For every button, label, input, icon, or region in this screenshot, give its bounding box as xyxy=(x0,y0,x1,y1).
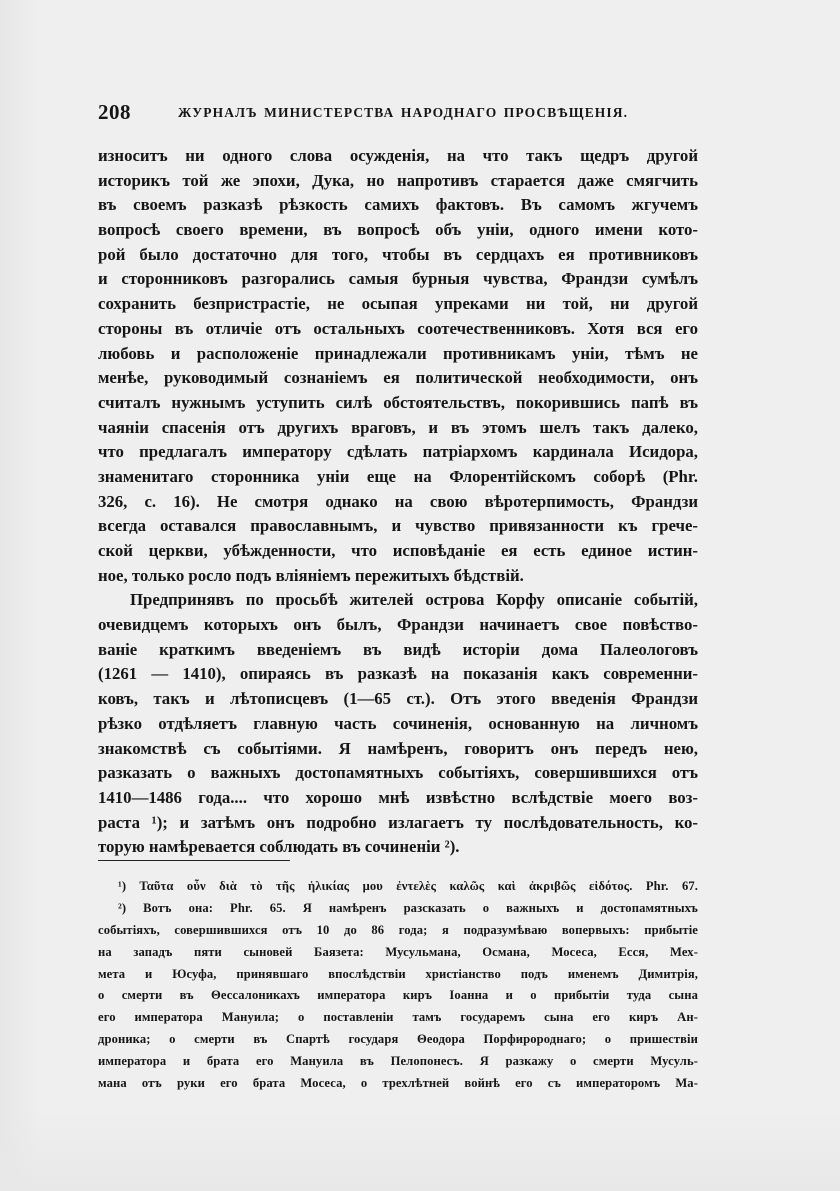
text-line: считалъ нужнымъ уступить силѣ обстоятельствъ, покорившись папѣ въ xyxy=(98,392,698,412)
text-line: всегда оставался православнымъ, и чувство привязанности къ грече- xyxy=(98,516,698,536)
text-line: любовь и расположеніе принадлежали противникамъ уніи, тѣмъ не xyxy=(98,343,698,363)
footnote-line: мана отъ руки его брата Мосеса, о трехлѣтней войнѣ его съ императоромъ Ма- xyxy=(98,1076,698,1091)
footnote-line: на западъ пяти сыновей Баязета: Мусульмана, Османа, Мосеса, Есся, Мех- xyxy=(98,944,698,959)
main-text xyxy=(98,144,698,860)
text-line: менѣе, руководимый сознаніемъ ея политической необходимости, онъ xyxy=(98,368,698,388)
footnote-line: о смерти въ Θессалоникахъ императора киръ Іоанна и о прибытіи туда сына xyxy=(98,988,698,1003)
footnote-line: событіяхъ, совершившихся отъ 10 до 86 года; я подразумѣваю вопервыхъ: прибытіе xyxy=(98,922,698,937)
paragraph-start-line: Предпринявъ по просьбѣ жителей острова Корфу описаніе событій, xyxy=(130,590,698,610)
footnote-line: его императора Мануила; о поставленіи тамъ государемъ сына его киръ Ан- xyxy=(98,1010,698,1025)
footnote-2-start: ²) Вотъ она: Phr. 65. Я намѣренъ разсказать о важныхъ и достопамятныхъ xyxy=(118,900,698,915)
footnote-line: мета и Юсуфа, принявшаго впослѣдствіи христіанство подъ именемъ Димитрія, xyxy=(98,966,698,981)
scan-shading-left xyxy=(0,0,40,1191)
text-line: ковъ, такъ и лѣтописцевъ (1—65 ст.). Отъ этого введенія Франдзи xyxy=(98,689,698,709)
footnote-1: ¹) Ταῦτα οὖν διὰ τὸ τῆς ἡλικίας μου ἐντελὲς καλῶς καὶ ἀκριβῶς εἰδότος. Phr. 67. xyxy=(118,879,698,893)
text-line: вопросѣ своего времени, въ вопросѣ объ уніи, одного имени кото- xyxy=(98,220,698,240)
text-line: стороны въ отличіе отъ остальныхъ соотечественниковъ. Хотя вся его xyxy=(98,318,698,338)
text-line: знаменитаго сторонника уніи еще на Флорентійскомъ соборѣ (Phr. xyxy=(98,466,698,486)
paragraph-end-line: ное, только росло подъ вліяніемъ пережитыхъ бѣдствій. xyxy=(98,565,524,585)
text-line: знакомствѣ съ событіями. Я намѣренъ, говоритъ онъ передъ нею, xyxy=(98,738,698,758)
text-line: износитъ ни одного слова осужденія, на что такъ щедръ другой xyxy=(98,146,698,165)
text-line: рой было достаточно для того, чтобы въ сердцахъ ея противниковъ xyxy=(98,244,698,264)
text-line: раста ¹); и затѣмъ онъ подробно излагаетъ ту послѣдовательность, ко- xyxy=(98,812,698,832)
text-line: историкъ той же эпохи, Дука, но напротивъ старается даже смягчить xyxy=(98,170,698,190)
footnote-line: дроника; о смерти въ Спартѣ государя Θеодора Порфиророднаго; о пришествіи xyxy=(98,1032,698,1047)
footnotes xyxy=(98,876,698,1095)
text-line: ваніе краткимъ введеніемъ въ видѣ исторіи дома Палеологовъ xyxy=(98,639,698,659)
text-line: (1261 — 1410), опираясь въ разказѣ на показанія какъ современни- xyxy=(98,664,698,684)
page-header xyxy=(98,100,718,128)
running-title: ЖУРНАЛЪ МИНИСТЕРСТВА НАРОДНАГО ПРОСВѢЩЕНІЯ. xyxy=(178,105,629,120)
text-line: ской церкви, убѣжденности, что исповѣданіе ея есть единое истин- xyxy=(98,541,698,560)
scan-shading-bottom xyxy=(0,1111,840,1191)
text-line: 326, с. 16). Не смотря однако на свою вѣротерпимость, Франдзи xyxy=(98,491,698,511)
text-line: 1410—1486 года.... что хорошо мнѣ извѣстно вслѣдствіе моего воз- xyxy=(98,787,698,807)
text-line: разказать о важныхъ достопамятныхъ событіяхъ, совершившихся отъ xyxy=(98,763,698,783)
footnote-divider xyxy=(98,860,290,861)
text-line: и сторонниковъ разгорались самыя бурныя чувства, Франдзи сумѣлъ xyxy=(98,269,698,289)
text-line: рѣзко отдѣляетъ главную часть сочиненія, основанную на личномъ xyxy=(98,713,698,733)
footnote-line: императора и брата его Мануила въ Пелопонесъ. Я разкажу о смерти Мусуль- xyxy=(98,1054,698,1069)
text-line: въ своемъ разказѣ рѣзкость самихъ фактовъ. Въ самомъ жгучемъ xyxy=(98,195,698,215)
text-line: сохранить безпристрастіе, не осыпая упреками ни той, ни другой xyxy=(98,294,698,314)
page-number: 208 xyxy=(98,100,131,124)
text-line: очевидцемъ которыхъ онъ былъ, Франдзи начинаетъ свое повѣство- xyxy=(98,615,698,635)
text-line: что предлагалъ императору сдѣлать патріархомъ кардинала Исидора, xyxy=(98,442,698,462)
text-line: чаяніи спасенія отъ другихъ враговъ, и въ этомъ шелъ такъ далеко, xyxy=(98,417,698,437)
paragraph-end-line: торую намѣревается соблюдать въ сочиненіи ²). xyxy=(98,837,460,857)
